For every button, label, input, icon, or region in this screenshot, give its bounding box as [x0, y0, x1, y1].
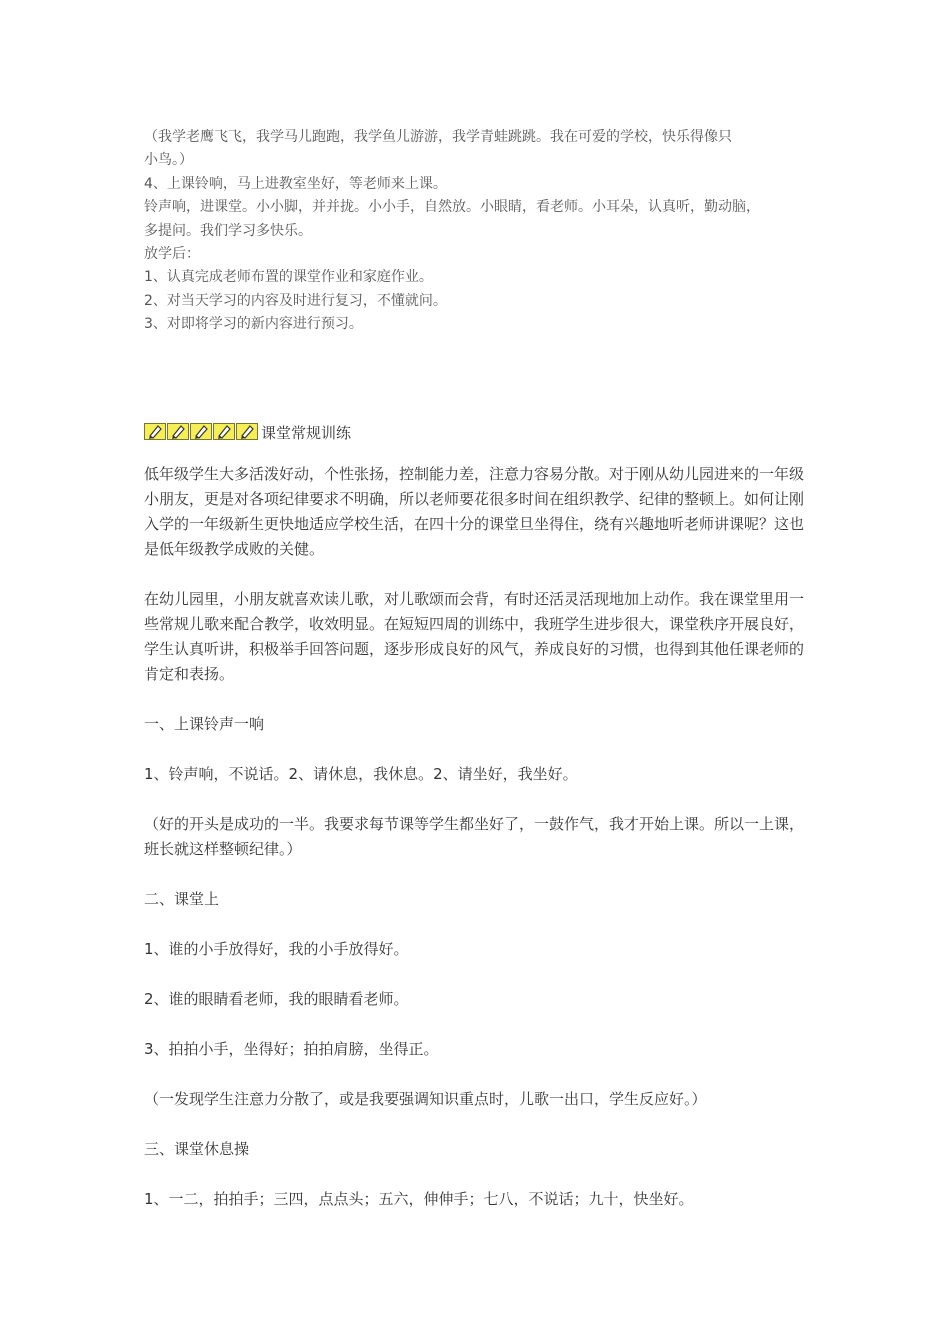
- subheading: 二、课堂上: [144, 890, 220, 908]
- paragraph: （一发现学生注意力分散了，或是我要强调知识重点时，儿歌一出口，学生反应好。）: [144, 1090, 707, 1108]
- pencil-icon: [213, 423, 235, 440]
- section-heading: 课堂常规训练: [261, 423, 352, 442]
- section-heading-row: [144, 418, 351, 446]
- intro-text-block: [144, 126, 810, 337]
- paragraph: 1、一二，拍拍手；三四，点点头；五六，伸伸手；七八，不说话；九十，快坐好。: [144, 1190, 694, 1208]
- text-line: 小鸟。）: [144, 152, 193, 169]
- pencil-icon: [190, 423, 212, 440]
- decorative-icon-strip: [144, 423, 259, 442]
- subheading: 一、上课铃声一响: [144, 715, 265, 733]
- paragraph: 2、谁的眼睛看老师，我的眼睛看老师。: [144, 990, 409, 1008]
- paragraph: 在幼儿园里，小朋友就喜欢读儿歌，对儿歌颂而会背，有时还活灵活现地加上动作。我在课堂里用一些常规儿歌来配合教学，收效明显。在短短四周的训练中，我班学生进步很大，课堂秩序开展良好，学生认真听讲，积极举手回答问题，逐步形成良好的风气，养成良好的习惯，也得到其他任课老师的肯定和表扬。: [144, 590, 805, 683]
- text-line: 多提问。我们学习多快乐。: [144, 222, 312, 239]
- text-line: 2、对当天学习的内容及时进行复习，不懂就问。: [144, 292, 447, 309]
- paragraph: 3、拍拍小手，坐得好；拍拍肩膀，坐得正。: [144, 1040, 439, 1058]
- pencil-icon: [236, 423, 258, 440]
- paragraph: 1、谁的小手放得好，我的小手放得好。: [144, 940, 409, 958]
- text-line: 3、对即将学习的新内容进行预习。: [144, 316, 363, 333]
- text-line: （我学老鹰飞飞，我学马儿跑跑，我学鱼儿游游，我学青蛙跳跳。我在可爱的学校，快乐得像只: [144, 129, 732, 145]
- body-text-block: [144, 462, 810, 1237]
- text-line: 4、上课铃响，马上进教室坐好，等老师来上课。: [144, 175, 447, 192]
- paragraph: 低年级学生大多活泼好动，个性张扬，控制能力差，注意力容易分散。对于刚从幼儿园进来的一年级小朋友，更是对各项纪律要求不明确，所以老师要花很多时间在组织教学、纪律的整顿上。如何让刚入学的一年级新生更快地适应学校生活，在四十分的课堂旦坐得住，绕有兴趣地听老师讲课呢？这也是低年级教学成败的关健。: [144, 465, 805, 558]
- text-line: 1、认真完成老师布置的课堂作业和家庭作业。: [144, 269, 433, 286]
- pencil-icon: [167, 423, 189, 440]
- paragraph: （好的开头是成功的一半。我要求每节课等学生都坐好了，一鼓作气，我才开始上课。所以一上课，班长就这样整顿纪律。）: [144, 815, 805, 858]
- subheading: 三、课堂休息操: [144, 1140, 250, 1158]
- text-line: 铃声响，进课堂。小小脚，并并拢。小小手，自然放。小眼睛，看老师。小耳朵，认真听，勤动脑，: [144, 199, 760, 216]
- pencil-icon: [144, 423, 166, 440]
- paragraph: 1、铃声响，不说话。2、请休息，我休息。2、请坐好，我坐好。: [144, 765, 578, 783]
- text-line: 放学后：: [144, 246, 200, 263]
